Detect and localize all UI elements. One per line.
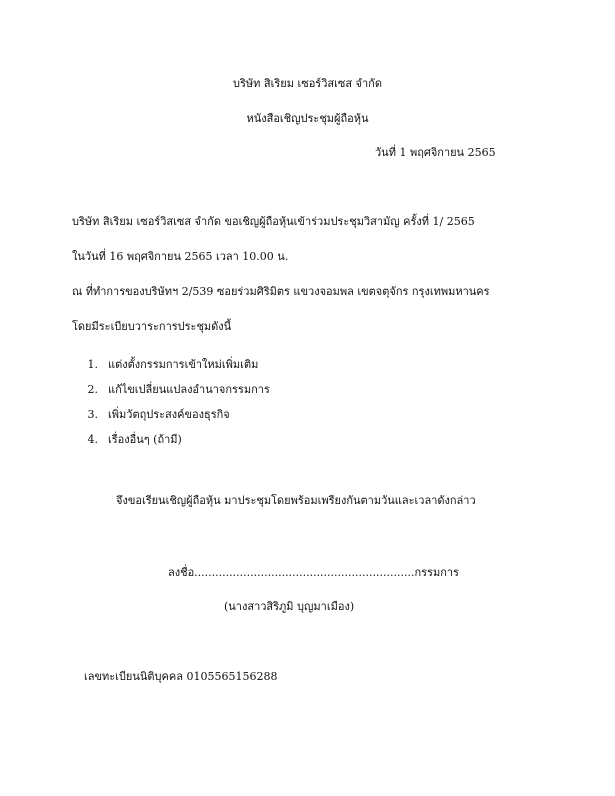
document-title: หนังสือเชิญประชุมผู้ถือหุ้น bbox=[246, 112, 369, 125]
agenda-intro: โดยมีระเบียบวาระการประชุมดังนี้ bbox=[72, 320, 232, 333]
registration-number: เลขทะเบียนนิติบุคคล 0105565156288 bbox=[84, 670, 278, 683]
agenda-item-number: 2. bbox=[87, 383, 98, 396]
agenda-item-number: 3. bbox=[87, 408, 98, 421]
agenda-item-number: 4. bbox=[87, 433, 98, 446]
agenda-item-text: เรื่องอื่นๆ (ถ้ามี) bbox=[108, 433, 182, 446]
agenda-item-text: เพิ่มวัตถุประสงค์ของธุรกิจ bbox=[108, 408, 230, 421]
invitation-paragraph: บริษัท สิเริยม เซอร์วิสเซส จำกัด ขอเชิญผู้ถือหุ้นเข้าร่วมประชุมวิสามัญ ครั้งที่ 1/ 2565 bbox=[72, 215, 475, 228]
closing-paragraph: จึงขอเรียนเชิญผู้ถือหุ้น มาประชุมโดยพร้อมเพรียงกันตามวันและเวลาดังกล่าว bbox=[116, 494, 476, 507]
meeting-datetime: ในวันที่ 16 พฤศจิกายน 2565 เวลา 10.00 น. bbox=[72, 250, 289, 263]
document-date: วันที่ 1 พฤศจิกายน 2565 bbox=[375, 146, 496, 159]
signatory-name: (นางสาวสิริภูมิ บุญมาเมือง) bbox=[224, 600, 355, 613]
agenda-item-text: แต่งตั้งกรรมการเข้าใหม่เพิ่มเติม bbox=[108, 358, 259, 371]
company-name: บริษัท สิเริยม เซอร์วิสเซส จำกัด bbox=[233, 77, 382, 90]
meeting-location: ณ ที่ทำการของบริษัทฯ 2/539 ซอยร่วมศิริมิตร แขวงจอมพล เขตจตุจักร กรุงเทพมหานคร bbox=[72, 285, 490, 298]
agenda-item-text: แก้ไขเปลี่ยนแปลงอำนาจกรรมการ bbox=[108, 383, 270, 396]
agenda-item-number: 1. bbox=[87, 358, 98, 371]
signature-line: ลงชื่อ...............................................................กรรมการ bbox=[168, 566, 459, 579]
